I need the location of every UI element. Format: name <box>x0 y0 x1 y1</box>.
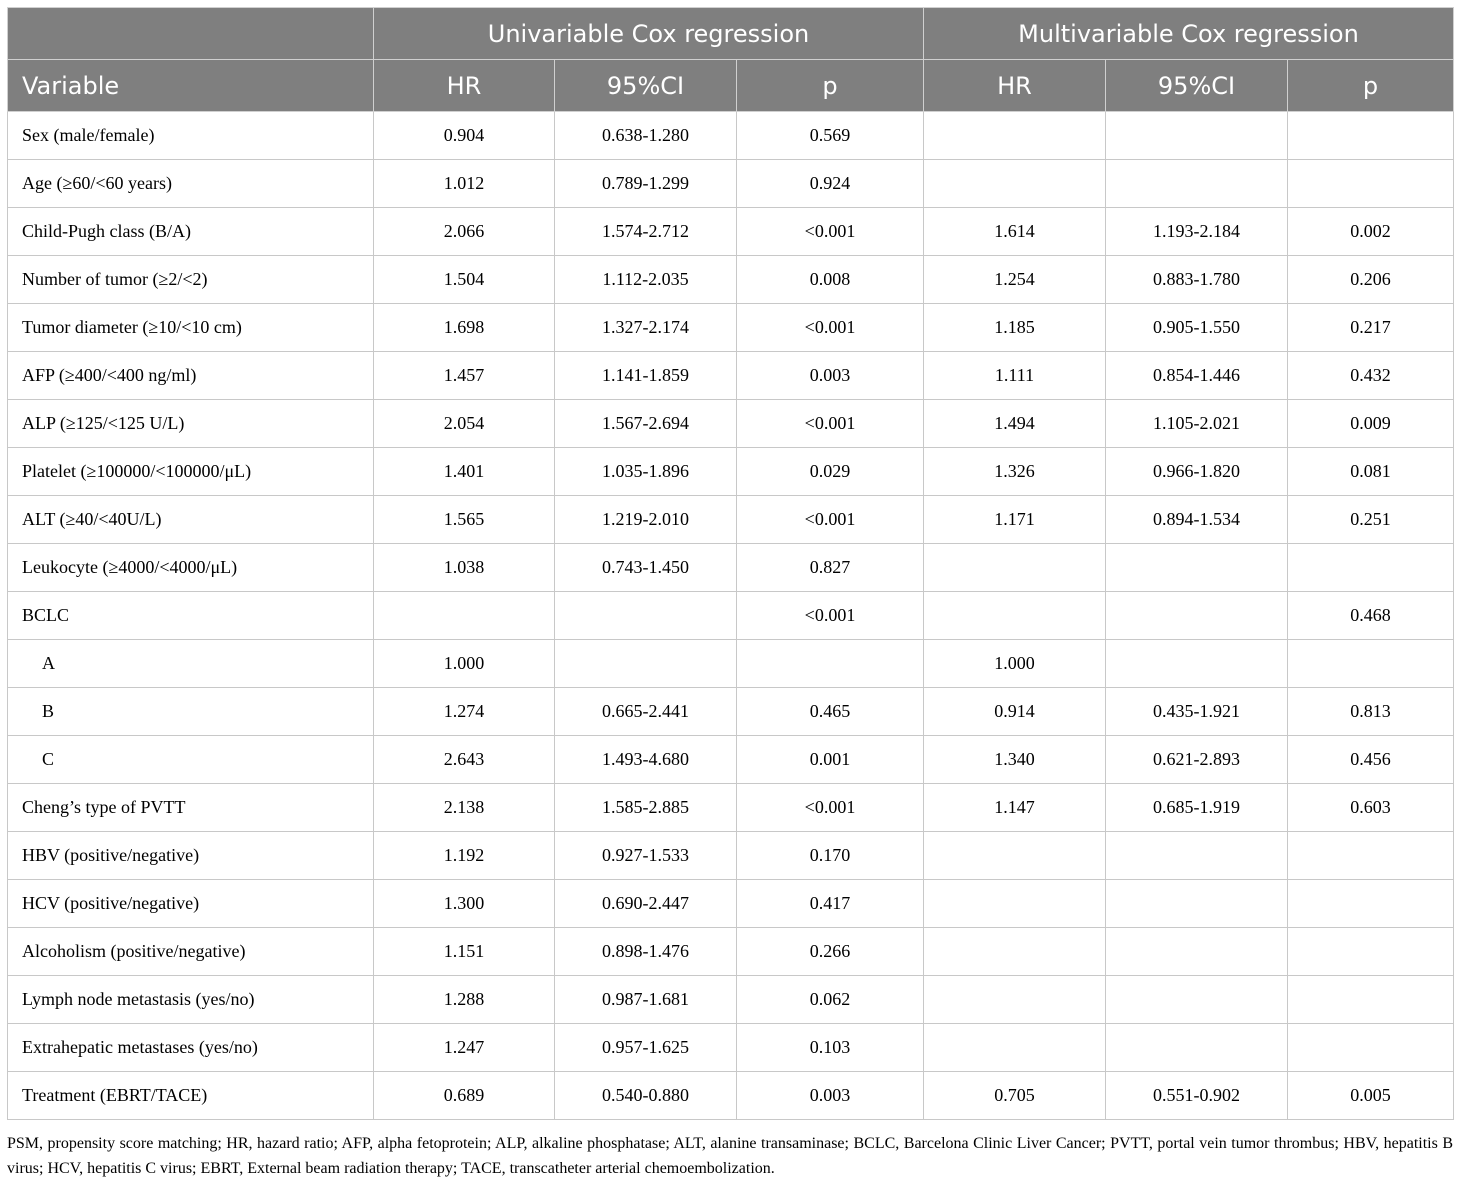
table-row <box>8 208 1454 256</box>
table-body <box>8 112 1454 1120</box>
variable-cell: ALP (≥125/<125 U/L) <box>8 400 374 448</box>
multi-p-cell <box>1288 880 1454 928</box>
multi-p-cell: 0.468 <box>1288 592 1454 640</box>
multi-p-cell: 0.217 <box>1288 304 1454 352</box>
cox-regression-table <box>7 7 1454 1120</box>
uni-p-cell: 0.103 <box>737 1024 924 1072</box>
multi-p-cell: 0.002 <box>1288 208 1454 256</box>
multi-hr-cell <box>924 112 1106 160</box>
multi-hr-cell: 1.494 <box>924 400 1106 448</box>
group-header-univariable: Univariable Cox regression <box>374 8 924 60</box>
uni-hr-cell: 1.457 <box>374 352 555 400</box>
table-row <box>8 256 1454 304</box>
multi-p-cell <box>1288 832 1454 880</box>
multi-hr-cell: 1.340 <box>924 736 1106 784</box>
table-row <box>8 160 1454 208</box>
multi-ci-cell: 0.894-1.534 <box>1106 496 1288 544</box>
multi-p-cell: 0.251 <box>1288 496 1454 544</box>
table-row <box>8 400 1454 448</box>
multi-ci-cell <box>1106 976 1288 1024</box>
uni-p-cell: <0.001 <box>737 784 924 832</box>
multi-hr-cell <box>924 928 1106 976</box>
column-header-uni-ci: 95%CI <box>555 60 737 112</box>
multi-ci-cell <box>1106 880 1288 928</box>
uni-ci-cell: 1.585-2.885 <box>555 784 737 832</box>
uni-hr-cell: 0.689 <box>374 1072 555 1120</box>
multi-hr-cell: 1.147 <box>924 784 1106 832</box>
multi-p-cell <box>1288 544 1454 592</box>
multi-p-cell: 0.813 <box>1288 688 1454 736</box>
uni-p-cell: 0.170 <box>737 832 924 880</box>
uni-hr-cell: 1.698 <box>374 304 555 352</box>
uni-p-cell: 0.569 <box>737 112 924 160</box>
multi-hr-cell <box>924 160 1106 208</box>
multi-ci-cell: 0.685-1.919 <box>1106 784 1288 832</box>
variable-cell: Leukocyte (≥4000/<4000/μL) <box>8 544 374 592</box>
multi-hr-cell <box>924 832 1106 880</box>
uni-p-cell: 0.924 <box>737 160 924 208</box>
multi-hr-cell: 0.914 <box>924 688 1106 736</box>
table-row <box>8 1072 1454 1120</box>
multi-hr-cell: 1.111 <box>924 352 1106 400</box>
uni-p-cell: <0.001 <box>737 208 924 256</box>
variable-cell: A <box>8 640 374 688</box>
uni-hr-cell: 1.401 <box>374 448 555 496</box>
multi-ci-cell: 0.883-1.780 <box>1106 256 1288 304</box>
multi-p-cell <box>1288 928 1454 976</box>
multi-p-cell: 0.206 <box>1288 256 1454 304</box>
table-footnote: PSM, propensity score matching; HR, hazard ratio; AFP, alpha fetoprotein; ALP, alkaline phosphatase; ALT, alanine transaminase; BCLC, Barcelona Clinic Liver Cancer; PVTT, portal vein tumor thrombus; HBV, hepatitis B virus; HCV, hepatitis C virus; EBRT, External beam radiation therapy; TACE, transcatheter arterial chemoembolization. <box>7 1135 1453 1177</box>
multi-p-cell: 0.009 <box>1288 400 1454 448</box>
variable-cell: B <box>8 688 374 736</box>
uni-ci-cell: 0.638-1.280 <box>555 112 737 160</box>
table-row <box>8 976 1454 1024</box>
table-row <box>8 880 1454 928</box>
uni-hr-cell: 1.000 <box>374 640 555 688</box>
group-header-row <box>8 8 1454 60</box>
multi-ci-cell <box>1106 112 1288 160</box>
uni-p-cell: <0.001 <box>737 496 924 544</box>
table-row <box>8 688 1454 736</box>
uni-ci-cell: 1.574-2.712 <box>555 208 737 256</box>
variable-cell: BCLC <box>8 592 374 640</box>
table-row <box>8 784 1454 832</box>
uni-ci-cell: 0.743-1.450 <box>555 544 737 592</box>
uni-hr-cell: 1.247 <box>374 1024 555 1072</box>
uni-p-cell: 0.001 <box>737 736 924 784</box>
uni-p-cell: 0.266 <box>737 928 924 976</box>
multi-p-cell: 0.005 <box>1288 1072 1454 1120</box>
uni-hr-cell: 2.643 <box>374 736 555 784</box>
variable-cell: Alcoholism (positive/negative) <box>8 928 374 976</box>
multi-p-cell <box>1288 112 1454 160</box>
column-header-multi-hr: HR <box>924 60 1106 112</box>
variable-cell: Cheng’s type of PVTT <box>8 784 374 832</box>
multi-hr-cell <box>924 1024 1106 1072</box>
variable-cell: AFP (≥400/<400 ng/ml) <box>8 352 374 400</box>
uni-hr-cell <box>374 592 555 640</box>
multi-p-cell <box>1288 160 1454 208</box>
uni-p-cell: 0.003 <box>737 1072 924 1120</box>
multi-ci-cell: 0.966-1.820 <box>1106 448 1288 496</box>
multi-hr-cell: 1.000 <box>924 640 1106 688</box>
uni-p-cell: 0.003 <box>737 352 924 400</box>
multi-ci-cell: 1.193-2.184 <box>1106 208 1288 256</box>
multi-ci-cell: 0.905-1.550 <box>1106 304 1288 352</box>
multi-p-cell: 0.081 <box>1288 448 1454 496</box>
multi-ci-cell: 0.621-2.893 <box>1106 736 1288 784</box>
multi-hr-cell: 1.614 <box>924 208 1106 256</box>
table-row <box>8 832 1454 880</box>
variable-cell: C <box>8 736 374 784</box>
column-header-multi-ci: 95%CI <box>1106 60 1288 112</box>
table-row <box>8 544 1454 592</box>
uni-hr-cell: 2.066 <box>374 208 555 256</box>
uni-ci-cell: 1.035-1.896 <box>555 448 737 496</box>
variable-cell: Sex (male/female) <box>8 112 374 160</box>
table-row <box>8 1024 1454 1072</box>
multi-ci-cell <box>1106 1024 1288 1072</box>
table-row <box>8 304 1454 352</box>
variable-cell: Extrahepatic metastases (yes/no) <box>8 1024 374 1072</box>
uni-hr-cell: 1.012 <box>374 160 555 208</box>
uni-p-cell <box>737 640 924 688</box>
variable-cell: Platelet (≥100000/<100000/μL) <box>8 448 374 496</box>
variable-cell: Treatment (EBRT/TACE) <box>8 1072 374 1120</box>
uni-hr-cell: 1.300 <box>374 880 555 928</box>
column-header-uni-hr: HR <box>374 60 555 112</box>
multi-ci-cell: 0.435-1.921 <box>1106 688 1288 736</box>
multi-ci-cell <box>1106 928 1288 976</box>
column-header-multi-p: p <box>1288 60 1454 112</box>
table-row <box>8 640 1454 688</box>
uni-p-cell: 0.062 <box>737 976 924 1024</box>
uni-ci-cell: 0.789-1.299 <box>555 160 737 208</box>
variable-cell: ALT (≥40/<40U/L) <box>8 496 374 544</box>
table-row <box>8 736 1454 784</box>
multi-hr-cell: 1.254 <box>924 256 1106 304</box>
multi-hr-cell <box>924 544 1106 592</box>
uni-ci-cell: 1.112-2.035 <box>555 256 737 304</box>
uni-ci-cell: 0.927-1.533 <box>555 832 737 880</box>
group-header-multivariable: Multivariable Cox regression <box>924 8 1454 60</box>
table-row <box>8 928 1454 976</box>
uni-hr-cell: 1.565 <box>374 496 555 544</box>
multi-ci-cell <box>1106 832 1288 880</box>
uni-ci-cell: 0.898-1.476 <box>555 928 737 976</box>
column-header-variable: Variable <box>8 60 374 112</box>
uni-ci-cell: 1.493-4.680 <box>555 736 737 784</box>
multi-ci-cell <box>1106 544 1288 592</box>
uni-ci-cell: 0.540-0.880 <box>555 1072 737 1120</box>
multi-p-cell <box>1288 976 1454 1024</box>
multi-ci-cell <box>1106 592 1288 640</box>
multi-ci-cell: 0.854-1.446 <box>1106 352 1288 400</box>
uni-hr-cell: 0.904 <box>374 112 555 160</box>
multi-p-cell: 0.603 <box>1288 784 1454 832</box>
uni-ci-cell: 0.690-2.447 <box>555 880 737 928</box>
variable-cell: Child-Pugh class (B/A) <box>8 208 374 256</box>
multi-p-cell <box>1288 1024 1454 1072</box>
uni-ci-cell: 1.141-1.859 <box>555 352 737 400</box>
uni-hr-cell: 1.151 <box>374 928 555 976</box>
uni-p-cell: 0.029 <box>737 448 924 496</box>
uni-p-cell: 0.008 <box>737 256 924 304</box>
multi-hr-cell: 1.171 <box>924 496 1106 544</box>
uni-ci-cell <box>555 640 737 688</box>
uni-p-cell: 0.827 <box>737 544 924 592</box>
multi-ci-cell <box>1106 640 1288 688</box>
uni-p-cell: <0.001 <box>737 400 924 448</box>
uni-ci-cell: 1.327-2.174 <box>555 304 737 352</box>
multi-p-cell: 0.432 <box>1288 352 1454 400</box>
table-row <box>8 496 1454 544</box>
multi-p-cell: 0.456 <box>1288 736 1454 784</box>
multi-hr-cell <box>924 976 1106 1024</box>
uni-p-cell: <0.001 <box>737 592 924 640</box>
uni-hr-cell: 1.504 <box>374 256 555 304</box>
multi-hr-cell: 1.185 <box>924 304 1106 352</box>
multi-ci-cell: 1.105-2.021 <box>1106 400 1288 448</box>
uni-ci-cell: 0.957-1.625 <box>555 1024 737 1072</box>
column-header-row <box>8 60 1454 112</box>
variable-cell: Lymph node metastasis (yes/no) <box>8 976 374 1024</box>
uni-hr-cell: 1.274 <box>374 688 555 736</box>
variable-cell: HCV (positive/negative) <box>8 880 374 928</box>
column-header-uni-p: p <box>737 60 924 112</box>
uni-hr-cell: 1.288 <box>374 976 555 1024</box>
uni-hr-cell: 1.192 <box>374 832 555 880</box>
variable-cell: Age (≥60/<60 years) <box>8 160 374 208</box>
uni-p-cell: 0.465 <box>737 688 924 736</box>
multi-p-cell <box>1288 640 1454 688</box>
uni-hr-cell: 2.054 <box>374 400 555 448</box>
uni-p-cell: <0.001 <box>737 304 924 352</box>
table-row <box>8 448 1454 496</box>
multi-ci-cell: 0.551-0.902 <box>1106 1072 1288 1120</box>
variable-cell: HBV (positive/negative) <box>8 832 374 880</box>
multi-hr-cell: 1.326 <box>924 448 1106 496</box>
variable-cell: Tumor diameter (≥10/<10 cm) <box>8 304 374 352</box>
multi-hr-cell <box>924 880 1106 928</box>
table-row <box>8 112 1454 160</box>
uni-hr-cell: 1.038 <box>374 544 555 592</box>
table-row <box>8 592 1454 640</box>
table-header <box>8 8 1454 112</box>
uni-ci-cell: 0.665-2.441 <box>555 688 737 736</box>
uni-ci-cell: 1.567-2.694 <box>555 400 737 448</box>
multi-hr-cell <box>924 592 1106 640</box>
group-header-blank <box>8 8 374 60</box>
multi-ci-cell <box>1106 160 1288 208</box>
uni-ci-cell: 1.219-2.010 <box>555 496 737 544</box>
variable-cell: Number of tumor (≥2/<2) <box>8 256 374 304</box>
multi-hr-cell: 0.705 <box>924 1072 1106 1120</box>
uni-hr-cell: 2.138 <box>374 784 555 832</box>
uni-ci-cell: 0.987-1.681 <box>555 976 737 1024</box>
uni-ci-cell <box>555 592 737 640</box>
uni-p-cell: 0.417 <box>737 880 924 928</box>
table-row <box>8 352 1454 400</box>
